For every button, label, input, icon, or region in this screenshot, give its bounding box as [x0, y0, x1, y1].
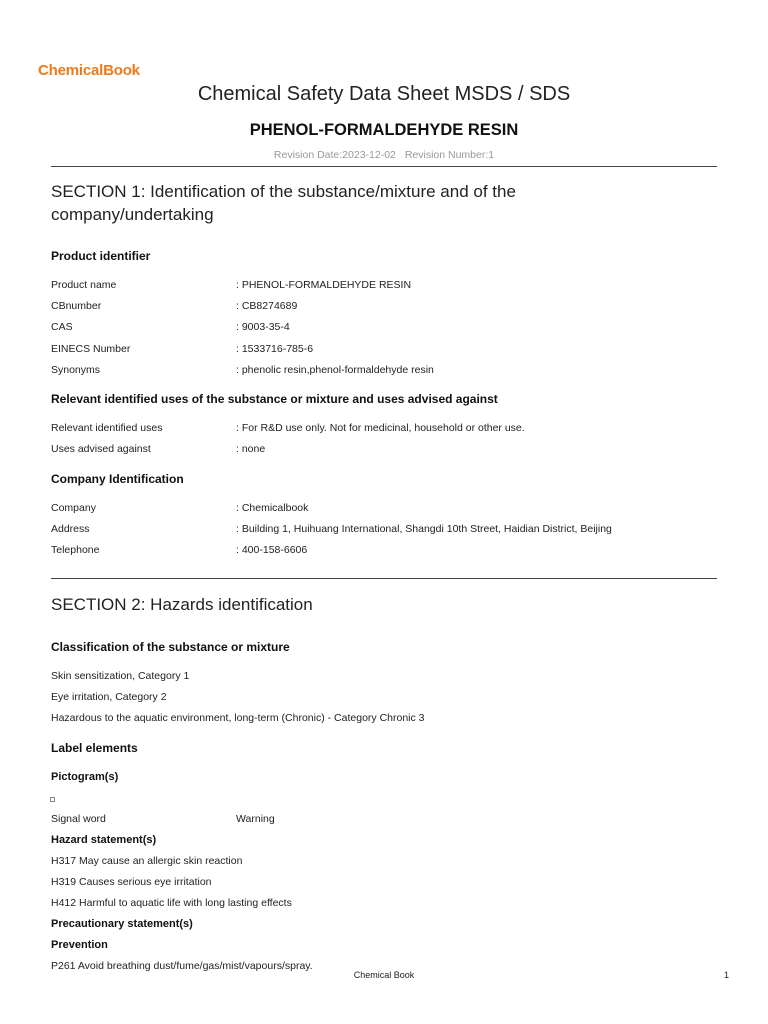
product-name-label: Product name: [51, 279, 117, 291]
classification-item: Skin sensitization, Category 1: [51, 670, 190, 682]
pictograms-heading: Pictogram(s): [51, 771, 119, 783]
identified-uses-label: Relevant identified uses: [51, 422, 163, 434]
label-elements-heading: Label elements: [51, 741, 138, 755]
hazard-statement: H412 Harmful to aquatic life with long lasting effects: [51, 897, 292, 909]
company-label: Company: [51, 502, 96, 514]
classification-item: Eye irritation, Category 2: [51, 691, 167, 703]
revision-number: Revision Number:1: [404, 149, 495, 161]
page-number: 1: [724, 970, 730, 980]
section-2-title: SECTION 2: Hazards identification: [51, 595, 313, 614]
precautionary-statements-heading: Precautionary statement(s): [51, 918, 193, 930]
synonyms-label: Synonyms: [51, 364, 101, 376]
einecs-label: EINECS Number: [51, 343, 131, 355]
product-name-value: : PHENOL-FORMALDEHYDE RESIN: [236, 279, 412, 291]
hazard-statement: H317 May cause an allergic skin reaction: [51, 855, 243, 867]
hazard-statements-heading: Hazard statement(s): [51, 834, 157, 846]
cbnumber-value: : CB8274689: [236, 300, 298, 312]
revision-date: Revision Date:2023-12-02: [273, 149, 396, 161]
classification-heading: Classification of the substance or mixture: [51, 640, 290, 654]
identified-uses-value: : For R&D use only. Not for medicinal, household or other use.: [236, 422, 525, 434]
chemicalbook-logo: ChemicalBook: [38, 62, 140, 79]
section-divider: [51, 578, 717, 579]
address-label: Address: [51, 523, 90, 535]
uses-advised-against-value: : none: [236, 443, 266, 455]
product-identifier-heading: Product identifier: [51, 249, 151, 263]
uses-advised-against-label: Uses advised against: [51, 443, 151, 455]
address-value: : Building 1, Huihuang International, Shangdi 10th Street, Haidian District, Beijing: [236, 523, 612, 535]
header-divider: [51, 166, 717, 167]
hazard-statement: H319 Causes serious eye irritation: [51, 876, 212, 888]
cbnumber-label: CBnumber: [51, 300, 102, 312]
telephone-value: : 400-158-6606: [236, 544, 308, 556]
classification-item: Hazardous to the aquatic environment, long-term (Chronic) - Category Chronic 3: [51, 712, 425, 724]
einecs-value: : 1533716-785-6: [236, 343, 314, 355]
section-1-title: SECTION 1: Identification of the substance/mixture and of the company/undertaking: [51, 182, 516, 224]
signal-word-label: Signal word: [51, 813, 106, 825]
document-title: Chemical Safety Data Sheet MSDS / SDS: [197, 83, 571, 105]
cas-value: : 9003-35-4: [236, 321, 290, 333]
company-identification-heading: Company Identification: [51, 472, 184, 486]
footer-label: Chemical Book: [353, 970, 415, 980]
synonyms-value: : phenolic resin,phenol-formaldehyde resin: [236, 364, 434, 376]
prevention-heading: Prevention: [51, 939, 108, 951]
revision-info: [0, 149, 768, 161]
telephone-label: Telephone: [51, 544, 100, 556]
company-value: : Chemicalbook: [236, 502, 309, 514]
product-title: PHENOL-FORMALDEHYDE RESIN: [249, 121, 519, 139]
signal-word-value: Warning: [236, 813, 275, 825]
cas-label: CAS: [51, 321, 73, 333]
uses-heading: Relevant identified uses of the substance or mixture and uses advised against: [51, 392, 498, 406]
prevention-statement: P261 Avoid breathing dust/fume/gas/mist/vapours/spray.: [51, 960, 313, 972]
pictogram-placeholder-icon: [50, 797, 55, 802]
